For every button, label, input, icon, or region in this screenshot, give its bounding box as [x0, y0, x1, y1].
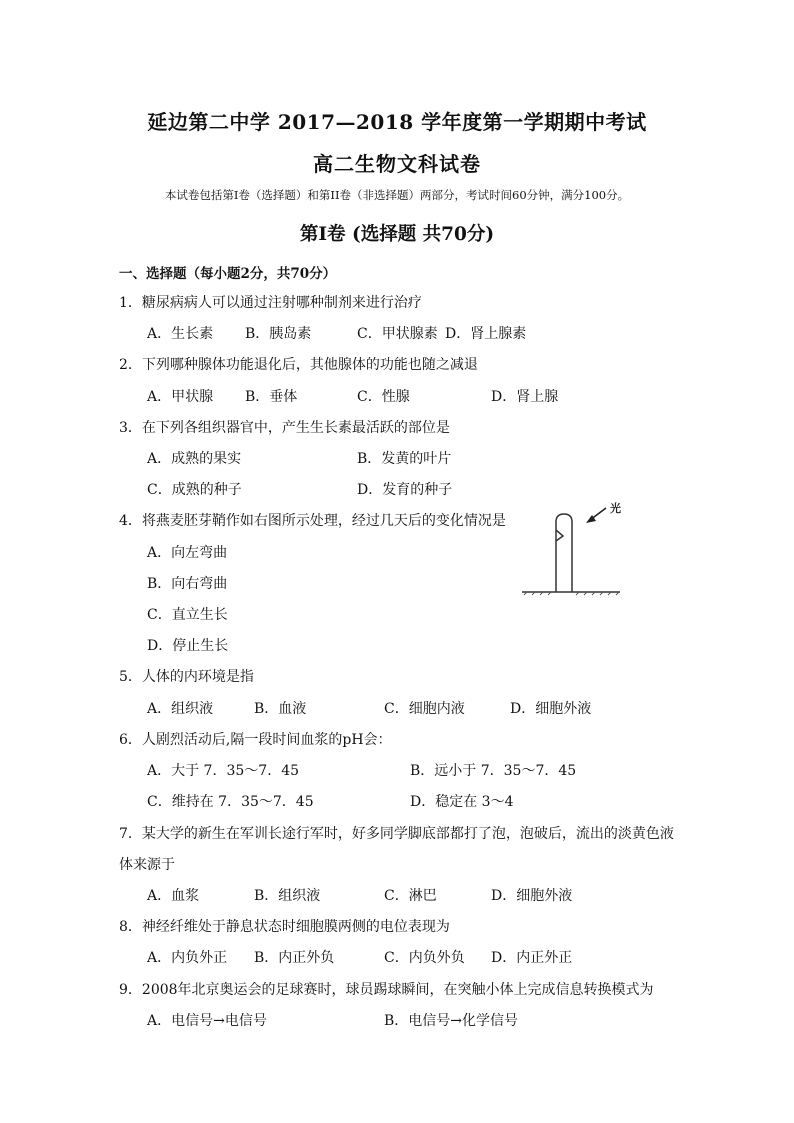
question-option: D．发育的种子: [357, 482, 453, 498]
question-option: A．电信号→电信号: [147, 1013, 267, 1029]
question-stem: 4．将燕麦胚芽鞘作如右图所示处理，经过几天后的变化情况是: [119, 513, 506, 529]
exam-title: 延边第二中学 2017—2018 学年度第一学期期中考试: [147, 110, 647, 134]
exam-note: 本试卷包括第I卷（选择题）和第II卷（非选择题）两部分，考试时间60分钟，满分100分。: [164, 188, 630, 202]
question-option: C．内负外负: [384, 950, 465, 966]
question-option: B．内正外负: [254, 950, 335, 966]
question-option: C．细胞内液: [384, 701, 465, 717]
question-option: C．性腺: [357, 389, 410, 405]
question-option: A．组织液: [147, 701, 214, 717]
question-option: B．电信号→化学信号: [384, 1013, 519, 1029]
question-option: A．甲状腺: [147, 389, 214, 405]
question-option: A．向左弯曲: [147, 545, 228, 561]
question-option: B．发黄的叶片: [357, 451, 452, 467]
question-option: D．细胞外液: [491, 888, 573, 904]
question-option: B．远小于 7．35～7．45: [410, 763, 577, 779]
question-stem: 3．在下列各组织器官中，产生生长素最活跃的部位是: [119, 420, 450, 436]
question-option: B．胰岛素: [245, 326, 312, 342]
coleoptile-figure: [518, 500, 638, 600]
question-option: B．垂体: [245, 389, 298, 405]
question-option: A．成熟的果实: [147, 451, 242, 467]
question-stem-continued: 体来源于: [119, 857, 175, 873]
light-label: 光: [610, 502, 621, 515]
part1-title: 第Ⅰ卷 (选择题 共70分): [299, 224, 495, 245]
question-option: D．停止生长: [147, 638, 229, 654]
question-stem: 8．神经纤维处于静息状态时细胞膜两侧的电位表现为: [119, 919, 450, 935]
question-option: B．向右弯曲: [147, 576, 228, 592]
question-option: C．维持在 7．35～7．45: [147, 794, 314, 810]
question-stem: 6．人剧烈活动后,隔一段时间血浆的pH会：: [119, 732, 392, 748]
question-stem: 7．某大学的新生在军训长途行军时，好多同学脚底部都打了泡，泡破后，流出的淡黄色液: [119, 826, 674, 842]
question-stem: 1．糖尿病病人可以通过注射哪种制剂来进行治疗: [119, 295, 422, 311]
question-option: D．内正外正: [491, 950, 573, 966]
question-option: A．血浆: [147, 888, 200, 904]
question-option: D．稳定在 3～4: [410, 794, 514, 810]
question-option: B．血液: [254, 701, 307, 717]
question-option: C．直立生长: [147, 607, 228, 623]
coleoptile-shape: [556, 514, 572, 592]
question-option: D．细胞外液: [510, 701, 592, 717]
question-stem: 5．人体的内环境是指: [119, 669, 254, 685]
question-option: A．内负外正: [147, 950, 228, 966]
question-option: D．肾上腺素: [445, 326, 527, 342]
section-heading: 一、选择题（每小题2分，共70分）: [119, 266, 337, 282]
question-stem: 2．下列哪种腺体功能退化后，其他腺体的功能也随之减退: [119, 357, 478, 373]
question-option: A．生长素: [147, 326, 214, 342]
question-option: C．淋巴: [384, 888, 437, 904]
question-option: A．大于 7．35～7．45: [147, 763, 300, 779]
question-option: C．成熟的种子: [147, 482, 242, 498]
question-option: D．肾上腺: [491, 389, 559, 405]
question-stem: 9．2008年北京奥运会的足球赛时，球员踢球瞬间，在突触小体上完成信息转换模式为: [119, 982, 654, 998]
question-option: B．组织液: [254, 888, 321, 904]
exam-subtitle: 高二生物文科试卷: [313, 152, 481, 176]
question-option: C．甲状腺素: [357, 326, 438, 342]
